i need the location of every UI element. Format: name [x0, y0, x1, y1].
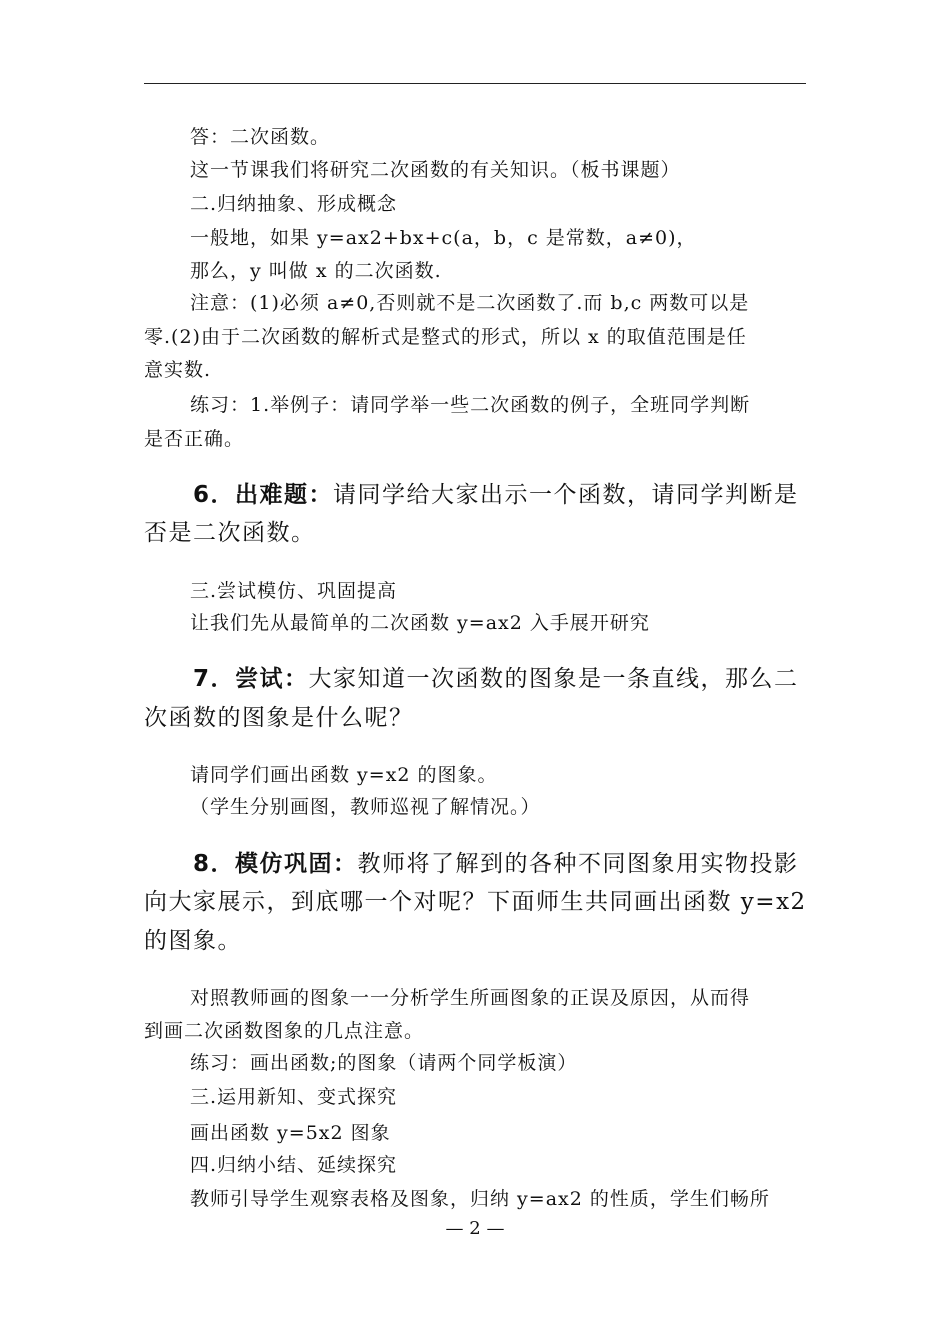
header-rule: [144, 83, 806, 84]
text-line: 二.归纳抽象、形成概念: [190, 193, 398, 215]
text-line: 三.尝试模仿、巩固提高: [190, 580, 398, 602]
text-line: 请同学们画出函数 y=x2 的图象。: [190, 764, 498, 786]
section-8-label: 8．模仿巩固：: [193, 851, 358, 877]
text-line: 是否正确。: [144, 428, 245, 450]
section-7-line: [193, 664, 799, 694]
text-line: 四.归纳小结、延续探究: [190, 1154, 398, 1176]
section-8-continuation: 向大家展示，到底哪一个对呢？下面师生共同画出函数 y=x2: [144, 889, 807, 915]
text-line: 答：二次函数。: [190, 126, 331, 148]
text-line: 对照教师画的图象一一分析学生所画图象的正误及原因，从而得: [190, 987, 751, 1009]
section-6-text: 请同学给大家出示一个函数，请同学判断是: [333, 482, 799, 508]
text-line: 教师引导学生观察表格及图象，归纳 y=ax2 的性质，学生们畅所: [190, 1188, 770, 1210]
section-6-line: [193, 480, 799, 510]
text-line: （学生分别画图，教师巡视了解情况。）: [190, 796, 541, 818]
text-line: 练习：1.举例子：请同学举一些二次函数的例子，全班同学判断: [190, 394, 751, 416]
text-line: 让我们先从最简单的二次函数 y=ax2 入手展开研究: [190, 612, 650, 634]
section-8-text: 教师将了解到的各种不同图象用实物投影: [357, 851, 799, 877]
section-7-text: 大家知道一次函数的图象是一条直线，那么二: [308, 666, 799, 692]
page-number: — 2 —: [445, 1218, 505, 1239]
text-line: 意实数.: [144, 359, 212, 381]
text-line: 注意：(1)必须 a≠0,否则就不是二次函数了.而 b,c 两数可以是: [190, 292, 750, 314]
section-7-continuation: 次函数的图象是什么呢？: [144, 705, 414, 731]
text-line: 一般地，如果 y=ax2+bx+c(a，b，c 是常数，a≠0)，: [190, 227, 697, 249]
section-8-line: [193, 849, 799, 879]
text-line: 练习：画出函数;的图象（请两个同学板演）: [190, 1052, 578, 1074]
text-line: 零.(2)由于二次函数的解析式是整式的形式，所以 x 的取值范围是任: [144, 326, 747, 348]
text-line: 那么，y 叫做 x 的二次函数.: [190, 260, 442, 282]
section-6-label: 6．出难题：: [193, 482, 334, 508]
text-line: 到画二次函数图象的几点注意。: [144, 1020, 425, 1042]
section-6-continuation: 否是二次函数。: [144, 520, 316, 546]
text-line: 三.运用新知、变式探究: [190, 1086, 398, 1108]
section-7-label: 7．尝试：: [193, 666, 309, 692]
text-line: 画出函数 y=5x2 图象: [190, 1122, 391, 1144]
text-line: 这一节课我们将研究二次函数的有关知识。（板书课题）: [190, 159, 681, 181]
section-8-continuation: 的图象。: [144, 928, 242, 954]
